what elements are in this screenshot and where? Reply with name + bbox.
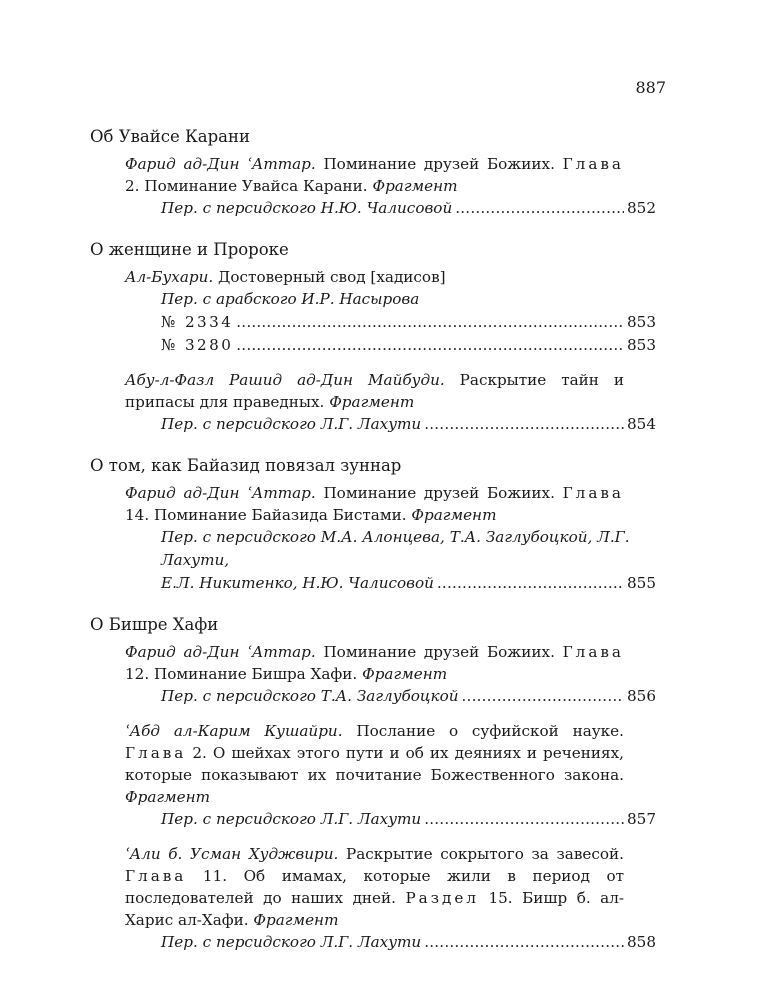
- entry-chapter-text: 2. О шейхах этого пути и об их деяниях и речениях, которые показывают их почитание Божественного закона.: [125, 744, 624, 784]
- entry-title: Послание о суфийской науке.: [342, 722, 624, 740]
- toc-section: [90, 614, 656, 954]
- translator: Е.Л. Никитенко, Н.Ю. Чалисовой: [161, 574, 434, 592]
- page-ref: 854: [627, 415, 656, 433]
- translator-block: [161, 288, 656, 311]
- dot-leader: [424, 413, 624, 436]
- translator-header: Пер. с арабского И.Р. Насырова: [161, 290, 420, 308]
- dot-leader: [462, 685, 624, 708]
- page-ref: 853: [627, 336, 656, 354]
- entry-title: Раскрытие сокрытого за завесой.: [338, 845, 624, 863]
- translator-line: [161, 685, 656, 708]
- page-ref: 856: [627, 687, 656, 705]
- toc-entry: [125, 482, 656, 595]
- entry-chapter-word: Глава: [562, 484, 624, 502]
- toc-section: [90, 239, 656, 436]
- section-title: О Бишре Хафи: [90, 615, 219, 634]
- translator-wrap: Пер. с персидского М.А. Алонцева, Т.А. Заглубоцкой, Л.Г. Лахути,: [161, 528, 630, 569]
- dot-leader: [236, 311, 624, 334]
- translator-block: [161, 931, 656, 954]
- section-title: Об Увайсе Карани: [90, 127, 251, 146]
- entry-chapter-word: Глава: [125, 867, 187, 885]
- entry-author: Фарид ад-Дин ʿАттар.: [125, 155, 316, 173]
- entry-section-text: 15. Бишр б. ал-Харис ал-Хафи.: [125, 889, 624, 929]
- toc-entry: [125, 843, 656, 954]
- page-ref: 858: [627, 933, 656, 951]
- translator-line: [161, 931, 656, 954]
- dot-leader: [236, 334, 624, 357]
- entry-chapter-text: 14. Поминание Байазида Бистами.: [125, 506, 412, 524]
- toc-entry: [125, 369, 656, 436]
- entry-section-word: Раздел: [405, 889, 479, 907]
- entry-author: Ал-Бухари.: [125, 268, 214, 286]
- translator-block: [161, 413, 656, 436]
- entry-author: Фарид ад-Дин ʿАттар.: [125, 484, 316, 502]
- toc-entry: [125, 266, 656, 357]
- entry-fragment-label: Фрагмент: [125, 788, 211, 806]
- entry-author: ʿАбд ал-Карим Кушайри.: [125, 722, 343, 740]
- entry-title: Раскрытие тайн и припасы для праведных.: [125, 371, 625, 411]
- section-title: О женщине и Пророке: [90, 240, 289, 259]
- translator: Пер. с персидского Л.Г. Лахути: [161, 810, 422, 828]
- entry-author: Фарид ад-Дин ʿАттар.: [125, 643, 316, 661]
- entry-title: Поминание друзей Божиих.: [315, 155, 563, 173]
- entry-chapter-text: 11. Об имамах, которые жили в период от последователей до наших дней.: [125, 867, 624, 907]
- section-title: О том, как Байазид повязал зуннар: [90, 456, 402, 475]
- dot-leader: [424, 931, 624, 954]
- toc-section: [90, 126, 656, 220]
- entry-fragment-label: Фрагмент: [253, 911, 339, 929]
- hadith-line: [161, 311, 656, 334]
- entry-text: [125, 369, 656, 413]
- translator: Пер. с персидского Т.А. Заглубоцкой: [161, 687, 459, 705]
- entry-fragment-label: Фрагмент: [362, 665, 448, 683]
- entry-chapter-word: Глава: [125, 744, 187, 762]
- translator-line: [161, 808, 656, 831]
- page-ref: 853: [627, 313, 656, 331]
- entry-text: [125, 266, 656, 288]
- entry-text: [125, 843, 656, 931]
- entry-fragment-label: Фрагмент: [411, 506, 497, 524]
- entry-text: [125, 482, 656, 526]
- page-ref: 855: [627, 574, 656, 592]
- entry-title: Поминание друзей Божиих.: [315, 643, 563, 661]
- table-of-contents: [90, 126, 656, 973]
- toc-entry: [125, 641, 656, 708]
- hadith-line: [161, 334, 656, 357]
- translator: Пер. с персидского Л.Г. Лахути: [161, 933, 422, 951]
- dot-leader: [424, 808, 624, 831]
- entry-chapter-word: Глава: [562, 643, 624, 661]
- dot-leader: [437, 572, 624, 595]
- page-number: 887: [635, 78, 666, 97]
- toc-entry: [125, 720, 656, 831]
- entry-text: [125, 153, 656, 197]
- translator-line: [161, 413, 656, 436]
- entry-text: [125, 641, 656, 685]
- entry-chapter-word: Глава: [562, 155, 624, 173]
- entry-author: Абу-л-Фазл Рашид ад-Дин Майбуди.: [125, 371, 445, 389]
- translator-block: [161, 808, 656, 831]
- entry-fragment-label: Фрагмент: [372, 177, 458, 195]
- translator: Пер. с персидского Н.Ю. Чалисовой: [161, 199, 453, 217]
- translator-line: [161, 572, 656, 595]
- entry-title: Поминание друзей Божиих.: [315, 484, 563, 502]
- translator-block: [161, 197, 656, 220]
- translator-block: [161, 685, 656, 708]
- translator-block: [161, 526, 656, 595]
- entry-author: ʿАли б. Усман Худжвири.: [125, 845, 339, 863]
- page-ref: 857: [627, 810, 656, 828]
- translator: Пер. с персидского Л.Г. Лахути: [161, 415, 422, 433]
- toc-entry: [125, 153, 656, 220]
- hadith-number: № 3280: [161, 336, 234, 354]
- entry-text: [125, 720, 656, 808]
- entry-chapter-text: 12. Поминание Бишра Хафи.: [125, 665, 363, 683]
- entry-title: Достоверный свод [хадисов]: [213, 268, 446, 286]
- toc-section: [90, 455, 656, 595]
- translator-line: [161, 197, 656, 220]
- dot-leader: [455, 197, 624, 220]
- entry-fragment-label: Фрагмент: [329, 393, 415, 411]
- entry-chapter-text: 2. Поминание Увайса Карани.: [125, 177, 373, 195]
- page-ref: 852: [627, 199, 656, 217]
- hadith-number: № 2334: [161, 313, 234, 331]
- hadith-list: [161, 311, 656, 357]
